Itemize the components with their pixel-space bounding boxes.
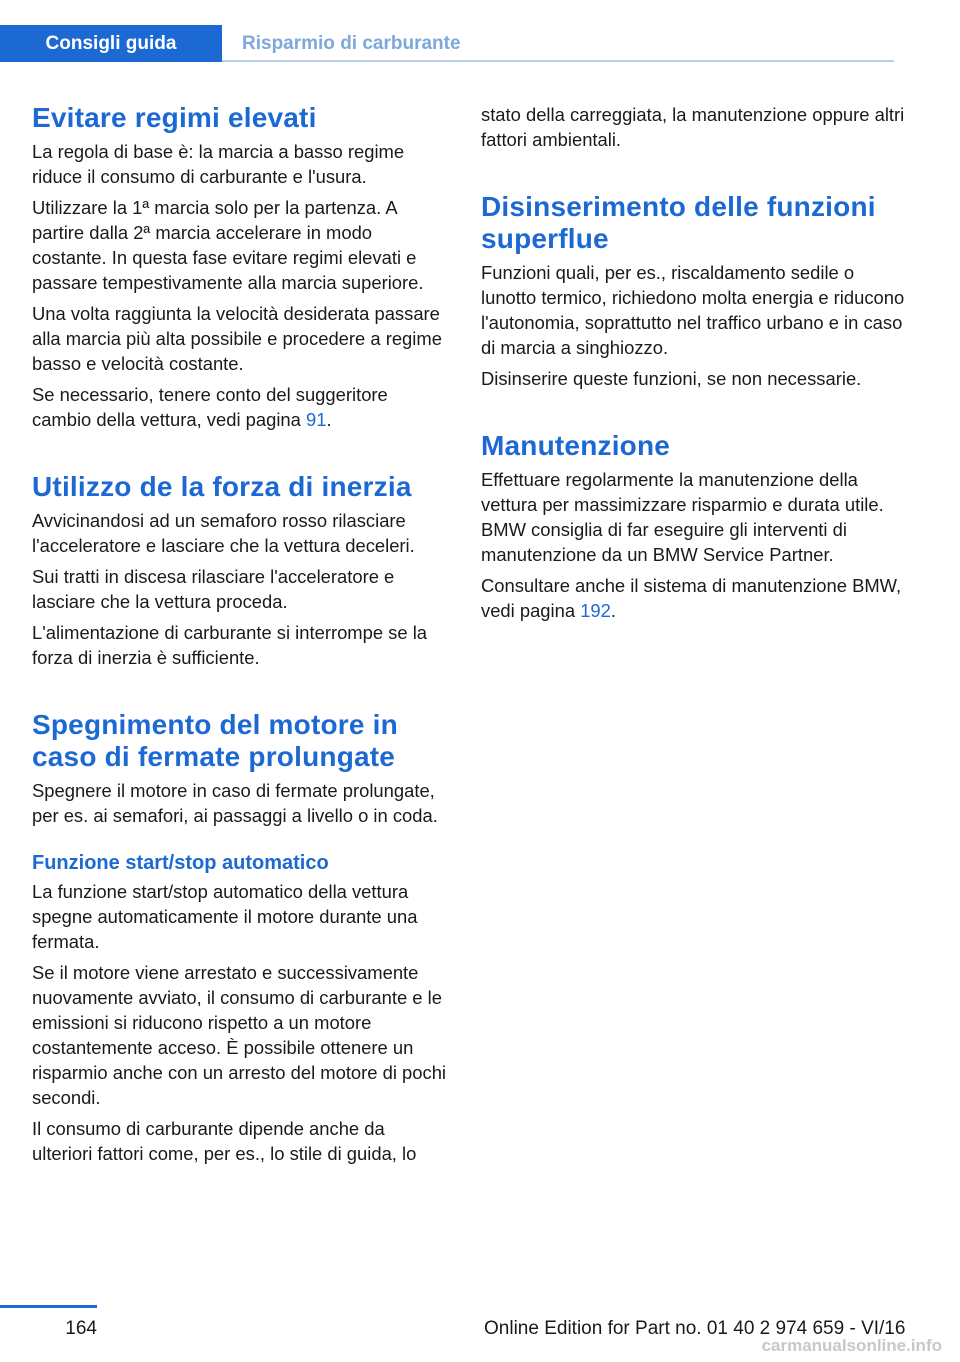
edition-label: Online Edition for Part no. 01 40 2 974 659 - VI/16	[484, 1318, 906, 1339]
header-tab-consigli-guida: Consigli guida	[0, 25, 222, 62]
paragraph: Effettuare regolarmente la manutenzione della vettura per massimizzare risparmio e durata utile. BMW consiglia di far eseguire gli interventi di manutenzione da un BMW Service Partner.	[481, 469, 884, 565]
section-title-manutenzione: Manutenzione	[481, 430, 671, 461]
left-column	[32, 102, 450, 1172]
paragraph: Avvicinandosi ad un semaforo rosso rilasciare l'acceleratore e lasciare che la vettura deceleri.	[32, 510, 415, 556]
paragraph: Spegnere il motore in caso di fermate prolungate, per es. ai semafori, ai passaggi a livello o in coda.	[32, 780, 438, 826]
section-title-disinserimento: Disinserimento delle funzioni superflue	[481, 191, 876, 254]
page-link-192[interactable]: 192	[580, 600, 611, 621]
paragraph: Disinserire queste funzioni, se non necessarie.	[481, 368, 862, 389]
paragraph: La funzione start/stop automatico della vettura spegne automaticamente il motore durante una fermata.	[32, 881, 418, 952]
paragraph: L'alimentazione di carburante si interrompe se la forza di inerzia è sufficiente.	[32, 622, 428, 668]
paragraph: Funzioni quali, per es., riscaldamento sedile o lunotto termico, richiedono molta energia e riducono l'autonomia, soprattutto nel traffico urbano e in caso di marcia a singhiozzo.	[481, 262, 905, 358]
page-number: 164	[65, 1318, 97, 1339]
watermark: carmanualsonline.info	[761, 1336, 942, 1355]
header-tab-risparmio: Risparmio di carburante	[242, 32, 461, 54]
paragraph: Se il motore viene arrestato e successivamente nuovamente avviato, il consumo di carburante e le emissioni si riducono rispetto a un motore costantemente acceso. È possibile ottenere un risparmio anche con un arresto del motore di pochi secondi.	[32, 962, 447, 1108]
footer-divider	[0, 1305, 97, 1308]
header-divider	[222, 60, 894, 62]
paragraph: Utilizzare la 1ª marcia solo per la partenza. A partire dalla 2ª marcia accelerare in modo costante. In questa fase evitare regimi elevati e passare tempestivamente alla marcia superiore.	[32, 197, 424, 293]
page-link-91[interactable]: 91	[305, 409, 327, 430]
section-title-evitare-regimi: Evitare regimi elevati	[32, 102, 317, 133]
paragraph: La regola di base è: la marcia a basso regime riduce il consumo di carburante e l'usura.	[32, 141, 405, 187]
subsection-title-start-stop: Funzione start/stop automatico	[32, 852, 329, 874]
paragraph: stato della carreggiata, la manutenzione oppure altri fattori ambientali.	[481, 104, 905, 150]
paragraph: Se necessario, tenere conto del suggeritore cambio della vettura, vedi pagina 91.	[32, 384, 388, 430]
paragraph: Il consumo di carburante dipende anche da ulteriori fattori come, per es., lo stile di guida, lo	[32, 1118, 417, 1164]
right-column	[481, 102, 911, 629]
paragraph: Sui tratti in discesa rilasciare l'acceleratore e lasciare che la vettura proceda.	[32, 566, 395, 612]
section-title-spegnimento-motore: Spegnimento del motore in caso di fermate prolungate	[32, 709, 398, 772]
paragraph: Una volta raggiunta la velocità desiderata passare alla marcia più alta possibile e procedere a regime basso e velocità costante.	[32, 303, 442, 374]
paragraph: Consultare anche il sistema di manutenzione BMW, vedi pagina 192.	[481, 575, 902, 621]
section-title-forza-inerzia: Utilizzo de la forza di inerzia	[32, 471, 412, 502]
